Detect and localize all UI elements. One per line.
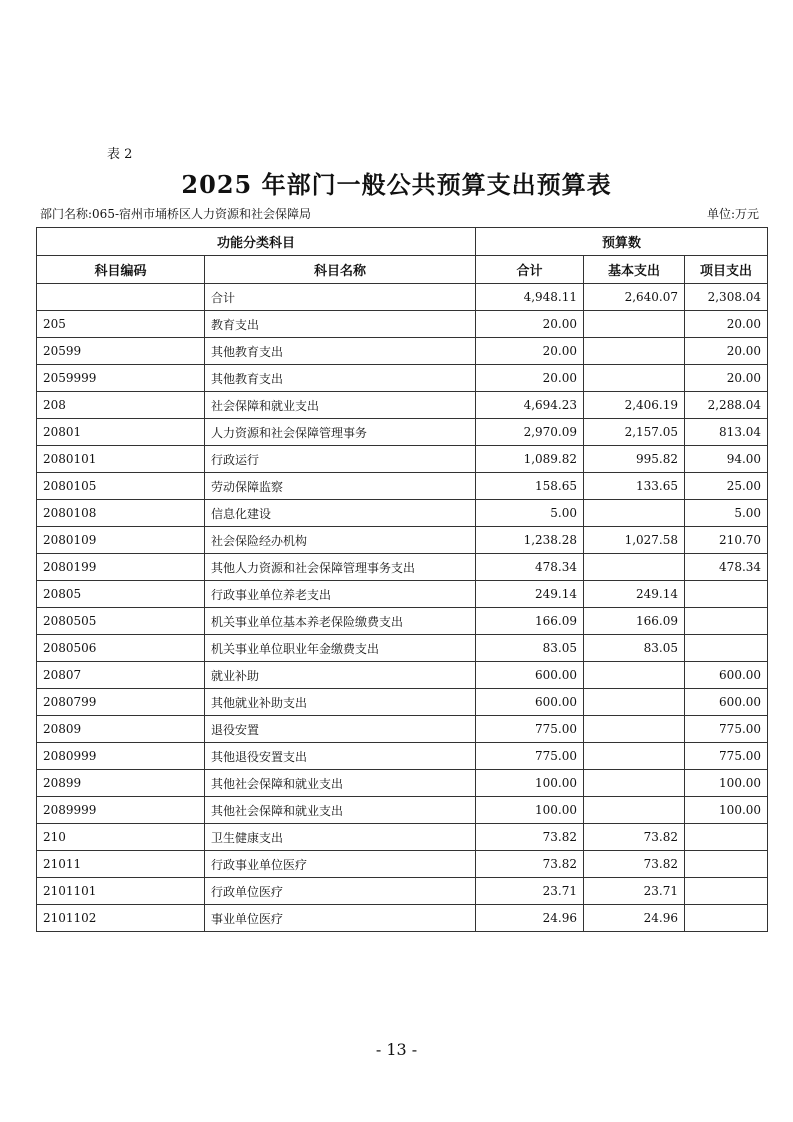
cell-basic: 23.71 <box>584 878 685 905</box>
table-row <box>37 311 768 338</box>
cell-basic: 995.82 <box>584 446 685 473</box>
cell-code: 2080999 <box>37 743 205 770</box>
cell-basic <box>584 554 685 581</box>
cell-project <box>685 608 768 635</box>
cell-total: 600.00 <box>476 662 584 689</box>
table-row <box>37 878 768 905</box>
cell-total: 1,238.28 <box>476 527 584 554</box>
cell-project <box>685 905 768 932</box>
table-row <box>37 554 768 581</box>
cell-project: 813.04 <box>685 419 768 446</box>
cell-basic: 133.65 <box>584 473 685 500</box>
cell-basic: 83.05 <box>584 635 685 662</box>
page-title: 2025 年部门一般公共预算支出预算表 <box>181 170 612 199</box>
cell-code <box>37 284 205 311</box>
table-row <box>37 635 768 662</box>
cell-total: 100.00 <box>476 797 584 824</box>
cell-basic: 249.14 <box>584 581 685 608</box>
cell-total: 23.71 <box>476 878 584 905</box>
cell-total: 20.00 <box>476 311 584 338</box>
cell-basic <box>584 689 685 716</box>
cell-name: 合计 <box>205 284 476 311</box>
table-body <box>37 284 768 932</box>
header-name: 科目名称 <box>205 256 476 284</box>
cell-basic <box>584 716 685 743</box>
cell-total: 775.00 <box>476 743 584 770</box>
cell-name: 其他社会保障和就业支出 <box>205 770 476 797</box>
table-row <box>37 797 768 824</box>
header-basic: 基本支出 <box>584 256 685 284</box>
cell-project: 600.00 <box>685 689 768 716</box>
cell-project: 210.70 <box>685 527 768 554</box>
cell-code: 2080505 <box>37 608 205 635</box>
cell-name: 卫生健康支出 <box>205 824 476 851</box>
cell-project: 100.00 <box>685 797 768 824</box>
cell-basic <box>584 770 685 797</box>
cell-total: 4,694.23 <box>476 392 584 419</box>
cell-total: 158.65 <box>476 473 584 500</box>
table-row <box>37 527 768 554</box>
cell-total: 100.00 <box>476 770 584 797</box>
cell-name: 就业补助 <box>205 662 476 689</box>
table-row <box>37 905 768 932</box>
cell-total: 20.00 <box>476 338 584 365</box>
cell-basic: 166.09 <box>584 608 685 635</box>
cell-code: 2089999 <box>37 797 205 824</box>
cell-code: 20805 <box>37 581 205 608</box>
cell-code: 20809 <box>37 716 205 743</box>
cell-code: 2080105 <box>37 473 205 500</box>
cell-total: 73.82 <box>476 824 584 851</box>
table-row <box>37 338 768 365</box>
cell-project <box>685 878 768 905</box>
cell-total: 1,089.82 <box>476 446 584 473</box>
cell-basic <box>584 743 685 770</box>
cell-code: 2080108 <box>37 500 205 527</box>
cell-project: 600.00 <box>685 662 768 689</box>
cell-total: 83.05 <box>476 635 584 662</box>
cell-project <box>685 635 768 662</box>
table-row <box>37 392 768 419</box>
table-row <box>37 770 768 797</box>
cell-total: 478.34 <box>476 554 584 581</box>
cell-basic: 2,406.19 <box>584 392 685 419</box>
cell-code: 208 <box>37 392 205 419</box>
cell-total: 249.14 <box>476 581 584 608</box>
table-row <box>37 446 768 473</box>
cell-name: 行政运行 <box>205 446 476 473</box>
cell-name: 退役安置 <box>205 716 476 743</box>
cell-basic: 73.82 <box>584 824 685 851</box>
table-row <box>37 662 768 689</box>
table-row <box>37 608 768 635</box>
cell-total: 166.09 <box>476 608 584 635</box>
cell-basic <box>584 365 685 392</box>
cell-project: 94.00 <box>685 446 768 473</box>
table-row <box>37 500 768 527</box>
table-number-label: 表 2 <box>107 147 133 162</box>
cell-basic: 73.82 <box>584 851 685 878</box>
cell-name: 事业单位医疗 <box>205 905 476 932</box>
cell-name: 其他社会保障和就业支出 <box>205 797 476 824</box>
cell-code: 2101101 <box>37 878 205 905</box>
page-number: - 13 - <box>375 1040 418 1059</box>
cell-code: 2059999 <box>37 365 205 392</box>
cell-total: 600.00 <box>476 689 584 716</box>
header-row-group <box>37 228 768 256</box>
cell-name: 人力资源和社会保障管理事务 <box>205 419 476 446</box>
table-row <box>37 581 768 608</box>
header-project: 项目支出 <box>685 256 768 284</box>
cell-project: 20.00 <box>685 365 768 392</box>
cell-name: 信息化建设 <box>205 500 476 527</box>
table-row <box>37 851 768 878</box>
cell-code: 2080506 <box>37 635 205 662</box>
cell-project: 20.00 <box>685 311 768 338</box>
table-row <box>37 365 768 392</box>
cell-total: 20.00 <box>476 365 584 392</box>
cell-project: 2,288.04 <box>685 392 768 419</box>
cell-name: 机关事业单位基本养老保险缴费支出 <box>205 608 476 635</box>
cell-total: 4,948.11 <box>476 284 584 311</box>
table-row <box>37 743 768 770</box>
table-row <box>37 284 768 311</box>
header-functional-classification: 功能分类科目 <box>37 228 476 256</box>
cell-basic: 2,157.05 <box>584 419 685 446</box>
cell-project <box>685 824 768 851</box>
cell-name: 其他就业补助支出 <box>205 689 476 716</box>
budget-table <box>36 227 768 932</box>
cell-name: 其他教育支出 <box>205 338 476 365</box>
cell-name: 其他退役安置支出 <box>205 743 476 770</box>
cell-project: 25.00 <box>685 473 768 500</box>
cell-total: 24.96 <box>476 905 584 932</box>
unit-label: 单位:万元 <box>706 207 759 221</box>
table-row <box>37 689 768 716</box>
cell-code: 20899 <box>37 770 205 797</box>
cell-basic <box>584 338 685 365</box>
cell-name: 机关事业单位职业年金缴费支出 <box>205 635 476 662</box>
table-row <box>37 473 768 500</box>
cell-basic <box>584 797 685 824</box>
cell-code: 2080109 <box>37 527 205 554</box>
cell-project <box>685 581 768 608</box>
department-name: 部门名称:065-宿州市埇桥区人力资源和社会保障局 <box>40 207 312 221</box>
cell-name: 行政事业单位养老支出 <box>205 581 476 608</box>
cell-total: 5.00 <box>476 500 584 527</box>
cell-project: 5.00 <box>685 500 768 527</box>
cell-project: 20.00 <box>685 338 768 365</box>
cell-project <box>685 851 768 878</box>
cell-code: 20599 <box>37 338 205 365</box>
cell-name: 社会保险经办机构 <box>205 527 476 554</box>
cell-name: 其他教育支出 <box>205 365 476 392</box>
cell-basic <box>584 500 685 527</box>
cell-name: 行政单位医疗 <box>205 878 476 905</box>
table-row <box>37 824 768 851</box>
cell-code: 2080101 <box>37 446 205 473</box>
table-row <box>37 419 768 446</box>
cell-code: 2101102 <box>37 905 205 932</box>
cell-name: 劳动保障监察 <box>205 473 476 500</box>
header-row-columns <box>37 256 768 284</box>
cell-code: 2080199 <box>37 554 205 581</box>
cell-code: 205 <box>37 311 205 338</box>
cell-code: 21011 <box>37 851 205 878</box>
cell-total: 2,970.09 <box>476 419 584 446</box>
cell-code: 20801 <box>37 419 205 446</box>
cell-name: 社会保障和就业支出 <box>205 392 476 419</box>
cell-project: 775.00 <box>685 716 768 743</box>
cell-project: 2,308.04 <box>685 284 768 311</box>
cell-code: 210 <box>37 824 205 851</box>
cell-basic: 24.96 <box>584 905 685 932</box>
table-row <box>37 716 768 743</box>
cell-name: 教育支出 <box>205 311 476 338</box>
header-code: 科目编码 <box>37 256 205 284</box>
cell-basic: 1,027.58 <box>584 527 685 554</box>
cell-project: 478.34 <box>685 554 768 581</box>
cell-name: 其他人力资源和社会保障管理事务支出 <box>205 554 476 581</box>
header-budget-amount: 预算数 <box>476 228 768 256</box>
cell-total: 73.82 <box>476 851 584 878</box>
cell-project: 100.00 <box>685 770 768 797</box>
cell-basic <box>584 662 685 689</box>
cell-project: 775.00 <box>685 743 768 770</box>
header-total: 合计 <box>476 256 584 284</box>
cell-total: 775.00 <box>476 716 584 743</box>
cell-name: 行政事业单位医疗 <box>205 851 476 878</box>
cell-basic: 2,640.07 <box>584 284 685 311</box>
cell-basic <box>584 311 685 338</box>
cell-code: 2080799 <box>37 689 205 716</box>
cell-code: 20807 <box>37 662 205 689</box>
